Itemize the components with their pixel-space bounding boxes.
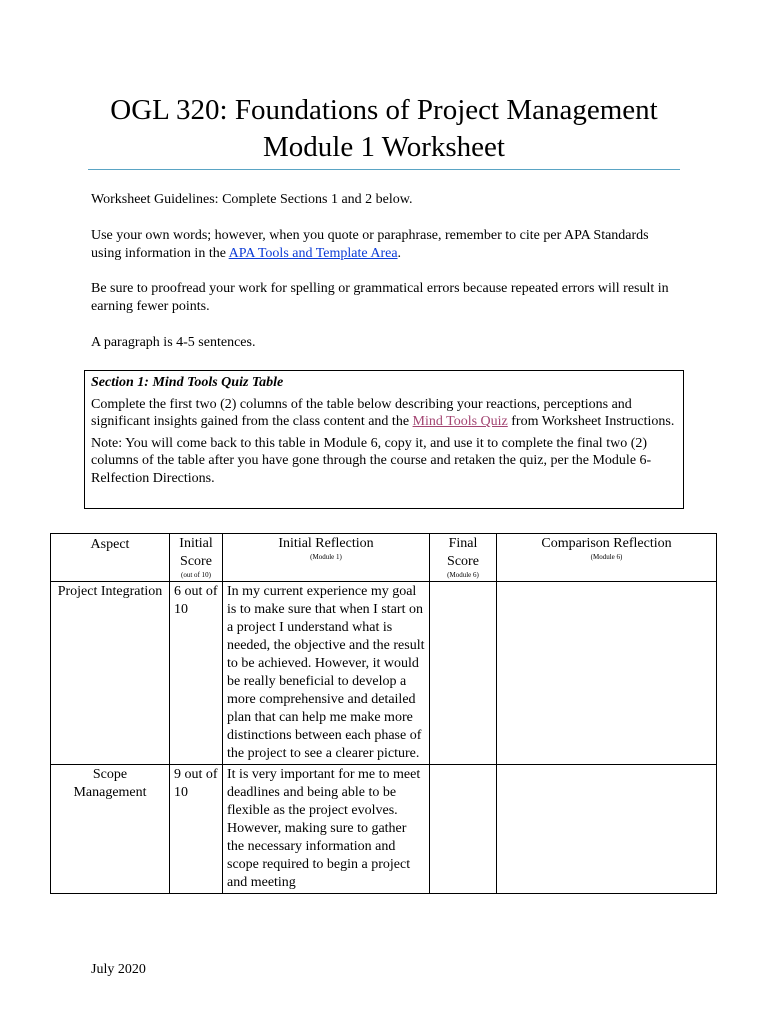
- title-divider: [88, 169, 680, 170]
- title-line-2: Module 1 Worksheet: [263, 131, 505, 163]
- guidelines-text: Worksheet Guidelines: Complete Sections 1 and 2 below.: [91, 192, 413, 207]
- header-final-score-sub: (Module 6): [447, 571, 479, 579]
- header-initial-score-sub: (out of 10): [181, 571, 211, 579]
- header-aspect: Aspect: [51, 534, 170, 582]
- section-1-box: [84, 370, 684, 509]
- row-2-aspect: Scope Management: [51, 765, 170, 894]
- mind-tools-quiz-link[interactable]: Mind Tools Quiz: [412, 414, 508, 429]
- header-initial-score: Initial Score (out of 10): [170, 534, 223, 582]
- section-1-note: Note: You will come back to this table in Module 6, copy it, and use it to complete the final two (2) columns of the table after you have gone through the course and retaken the quiz, per the Module 6-Relfection Directions.: [91, 435, 652, 486]
- footer-date: July 2020: [91, 962, 146, 977]
- row-1-initial-score: 6 out of 10: [170, 582, 223, 765]
- cite-text-before: Use your own words; however, when you quote or paraphrase, remember to cite per APA Standards using information in the: [91, 228, 649, 261]
- row-2-comparison-reflection: [497, 765, 717, 894]
- row-1-comparison-reflection: [497, 582, 717, 765]
- row-2-final-score: [430, 765, 497, 894]
- header-comparison-reflection-sub: (Module 6): [590, 553, 623, 561]
- document-title: [60, 92, 708, 166]
- header-initial-reflection: Initial Reflection (Module 1): [223, 534, 430, 582]
- row-1-initial-reflection: In my current experience my goal is to make sure that when I start on a project I understand what is needed, the objective and the result to be achieved. However, it would be really beneficial to develop a more comprehensive and detailed plan that can help me make more distinctions between each phase of the project to see a clearer picture.: [223, 582, 430, 765]
- section-1-title: Section 1: Mind Tools Quiz Table: [91, 375, 284, 390]
- row-1-final-score: [430, 582, 497, 765]
- table-header-row: [51, 534, 717, 582]
- table-row: [51, 765, 717, 894]
- section-1-instructions: [91, 396, 677, 431]
- proofread-text: Be sure to proofread your work for spelling or grammatical errors because repeated errors will result in earning fewer points.: [91, 281, 669, 314]
- instructions-text-after: from Worksheet Instructions.: [507, 414, 675, 429]
- header-initial-reflection-sub: (Module 1): [310, 553, 342, 561]
- title-line-1: OGL 320: Foundations of Project Management: [110, 94, 658, 126]
- instructions-text-before: Complete the first two (2) columns of the table below describing your reactions, perceptions and significant insights gained from the class content and the: [91, 396, 632, 429]
- table-row: [51, 582, 717, 765]
- cite-text-after: .: [397, 246, 402, 261]
- mind-tools-quiz-table: [50, 533, 717, 894]
- header-comparison-reflection: Comparison Reflection (Module 6): [497, 534, 717, 582]
- header-final-score: Final Score (Module 6): [430, 534, 497, 582]
- row-1-aspect: Project Integration: [51, 582, 170, 765]
- cite-paragraph: [91, 227, 681, 263]
- paragraph-length-note: A paragraph is 4-5 sentences.: [91, 335, 256, 350]
- row-2-initial-score: 9 out of 10: [170, 765, 223, 894]
- row-2-initial-reflection: It is very important for me to meet deadlines and being able to be flexible as the project evolves. However, making sure to gather the necessary information and scope required to begin a project and meeting: [223, 765, 430, 894]
- apa-tools-link[interactable]: APA Tools and Template Area: [228, 246, 398, 261]
